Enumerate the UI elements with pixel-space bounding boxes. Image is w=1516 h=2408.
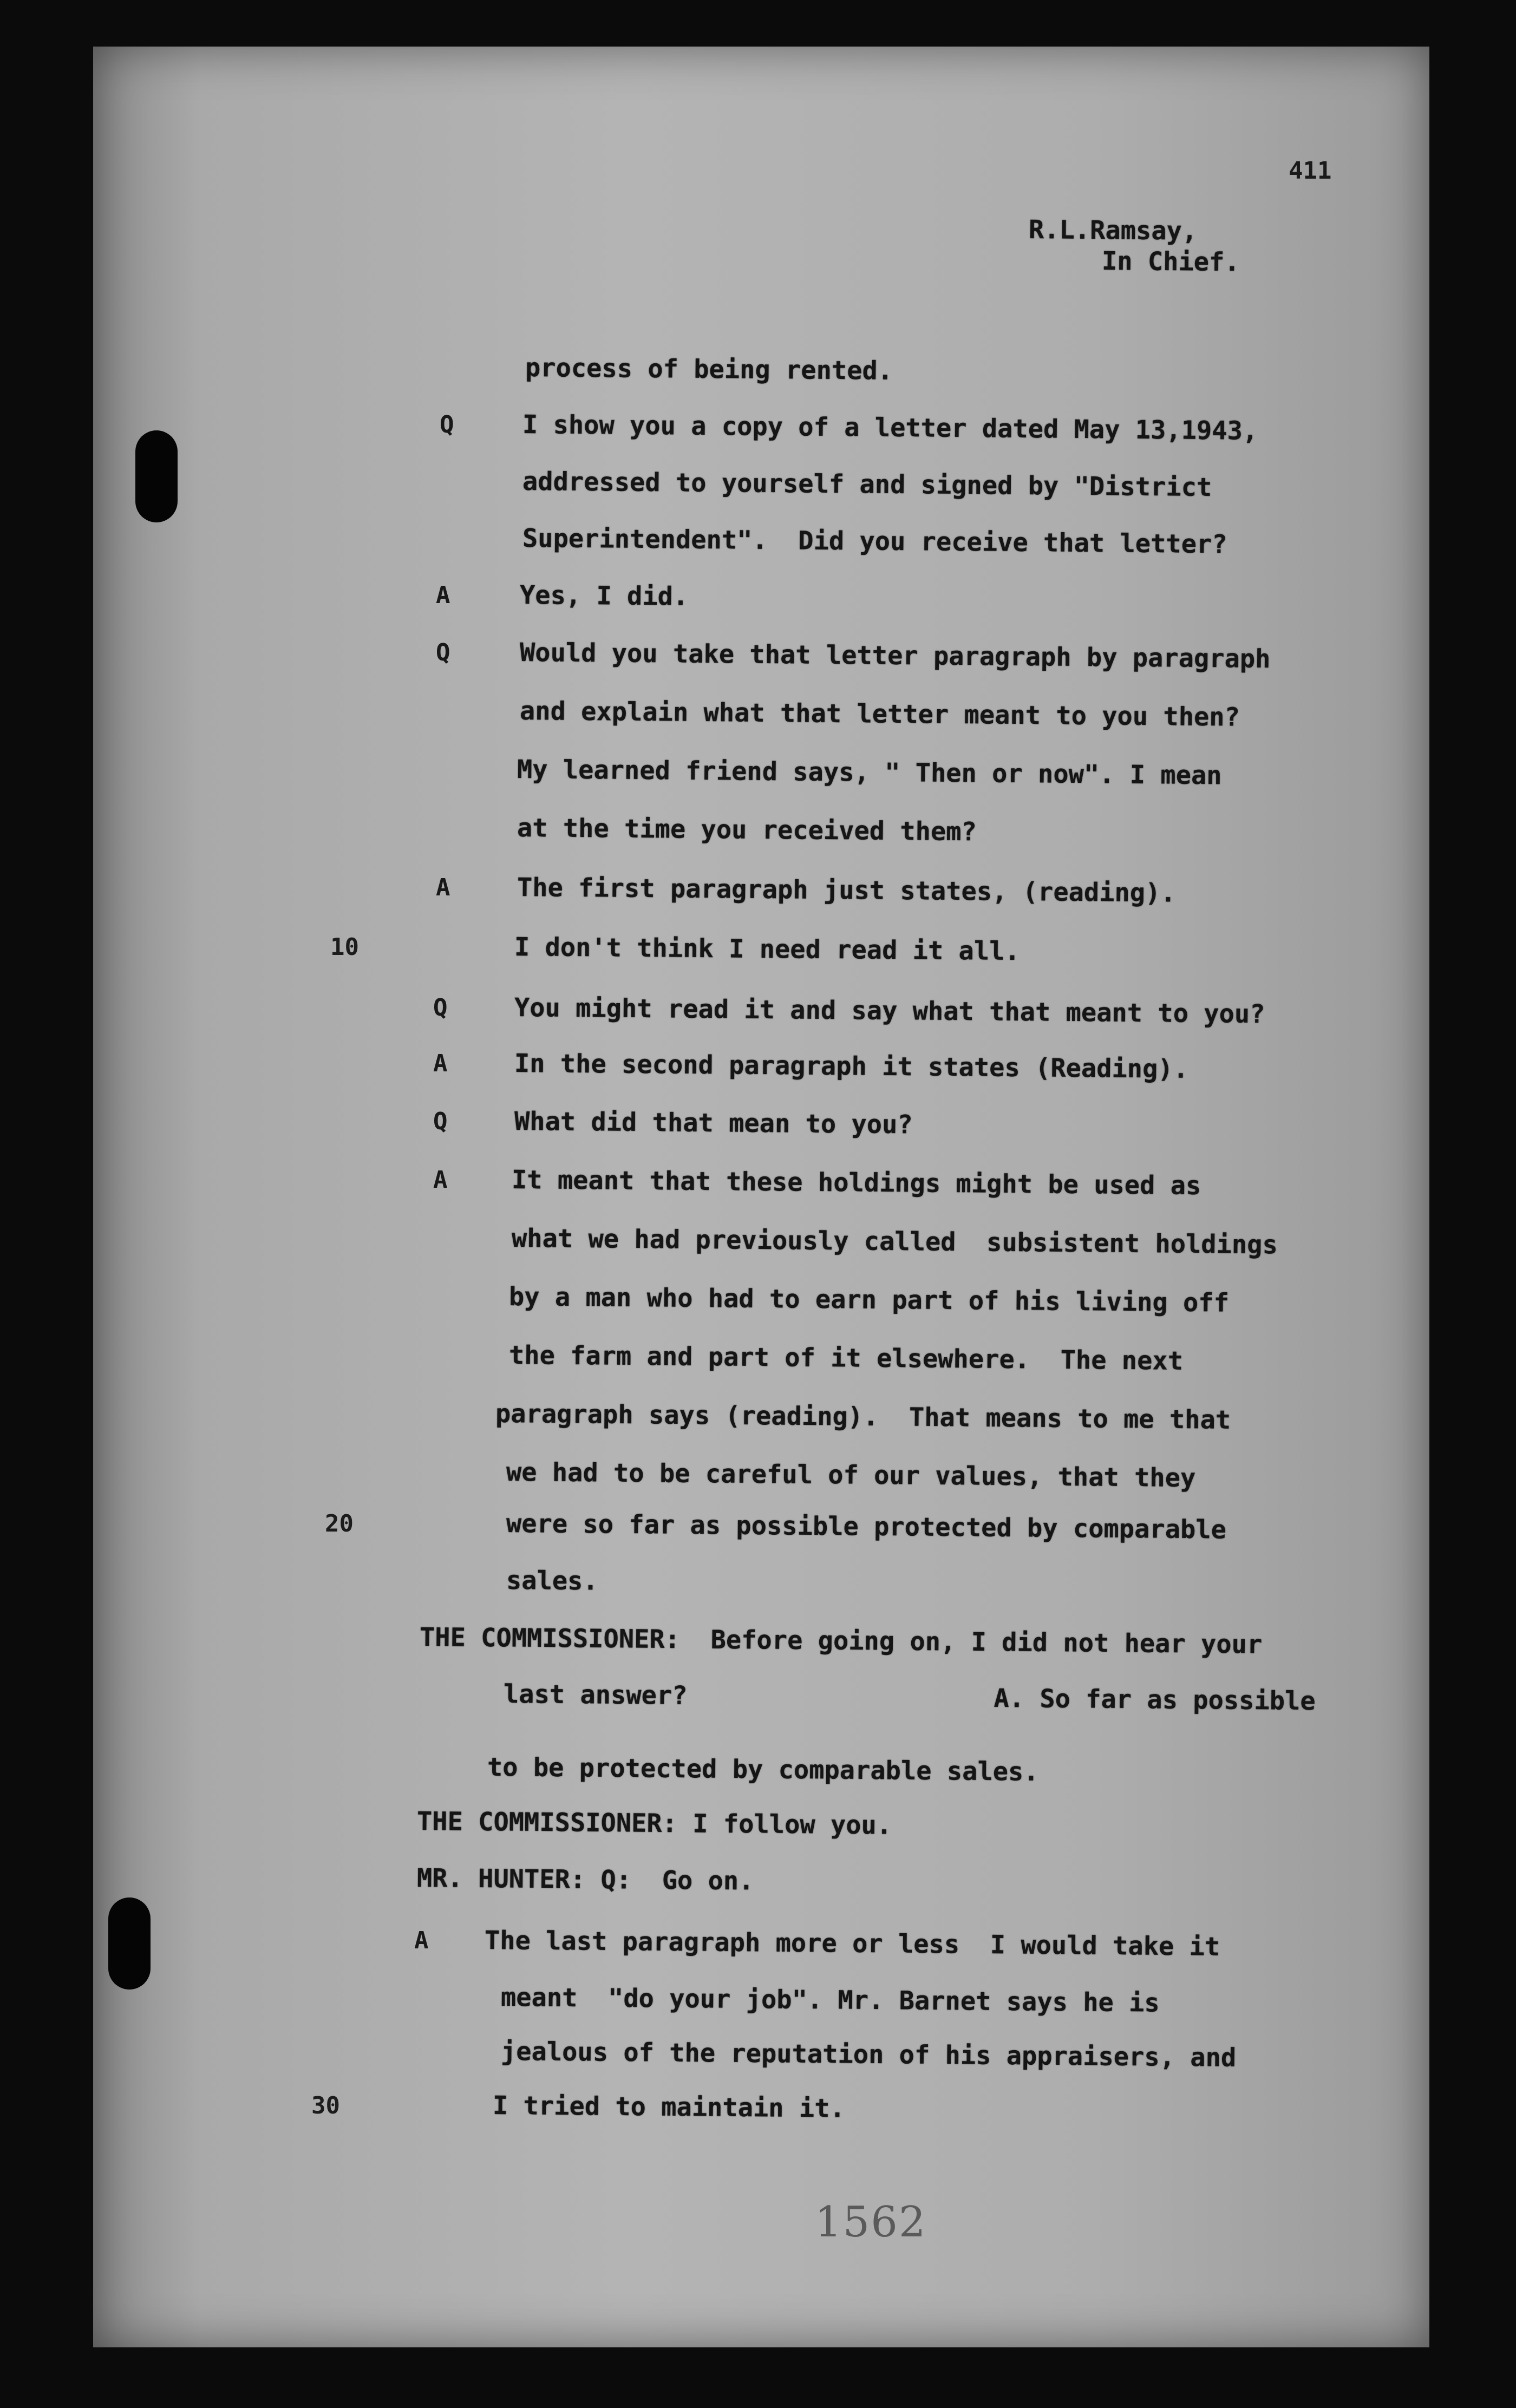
transcript-line: I don't think I need read it all. [514,932,1020,967]
transcript-line: I show you a copy of a letter dated May 13,1943, [522,410,1258,446]
speaker-mark: A [433,1050,448,1077]
margin-line-number: 30 [311,2092,340,2119]
transcript-line: THE COMMISSIONER: I follow you. [416,1807,892,1841]
transcript-line: by a man who had to earn part of his living off [508,1282,1230,1318]
transcript-line: You might read it and say what that meant to you? [514,993,1265,1030]
stamp-number: 1562 [815,2198,927,2247]
transcript-line: and explain what that letter meant to you then? [519,696,1240,732]
transcript-line: meant "do your job". Mr. Barnet says he is [500,1982,1160,2018]
transcript-line: MR. HUNTER: Q: Go on. [416,1863,754,1896]
transcript-line: addressed to yourself and signed by "District [522,467,1212,503]
transcript-line: were so far as possible protected by comparable [506,1509,1227,1545]
transcript-line: process of being rented. [525,353,893,386]
transcript-line: jealous of the reputation of his appraisers, and [500,2037,1237,2073]
transcript-line: Superintendent". Did you receive that letter? [522,524,1227,560]
speaker-mark: A [414,1927,429,1954]
speaker-mark: Q [433,994,448,1022]
page-number: 411 [1289,157,1332,185]
transcript-line: It meant that these holdings might be used as [511,1165,1201,1201]
binder-hole [135,430,178,522]
speaker-mark: Q [440,411,454,439]
transcript-line: sales. [506,1566,599,1596]
transcript-line: The last paragraph more or less I would take it [484,1926,1220,1962]
transcript-line: what we had previously called subsistent holdings [511,1223,1278,1260]
transcript-line: The first paragraph just states, (reading). [517,873,1176,908]
margin-line-number: 10 [330,933,359,961]
transcript-line: THE COMMISSIONER: Before going on, I did not hear your [419,1622,1263,1660]
speaker-mark: A [436,874,450,901]
speaker-mark: Q [433,1108,448,1135]
transcript-line: In the second paragraph it states (Reading). [514,1049,1189,1084]
transcript-line: I tried to maintain it. [492,2091,846,2124]
transcript-line: at the time you received them? [517,813,977,847]
transcript-line: Would you take that letter paragraph by paragraph [519,638,1271,675]
transcript-line: we had to be careful of our values, that they [506,1457,1196,1494]
margin-line-number: 20 [325,1510,354,1537]
speaker-mark: A [436,581,450,609]
transcript-line: Yes, I did. [519,580,689,612]
transcript-line: the farm and part of it elsewhere. The next [508,1340,1184,1376]
transcript-line: paragraph says (reading). That means to me that [495,1399,1231,1435]
transcript-line: to be protected by comparable sales. [487,1752,1039,1787]
witness-name: R.L.Ramsay, [1028,215,1198,246]
examination-type: In Chief. [1101,246,1240,278]
binder-hole [108,1897,151,1990]
speaker-mark: Q [436,639,450,666]
speaker-mark: A [433,1166,448,1194]
transcript-line: last answer? A. So far as possible [503,1679,1316,1717]
transcript-line: What did that mean to you? [514,1107,913,1140]
transcript-line: My learned friend says, " Then or now". I mean [517,755,1222,791]
